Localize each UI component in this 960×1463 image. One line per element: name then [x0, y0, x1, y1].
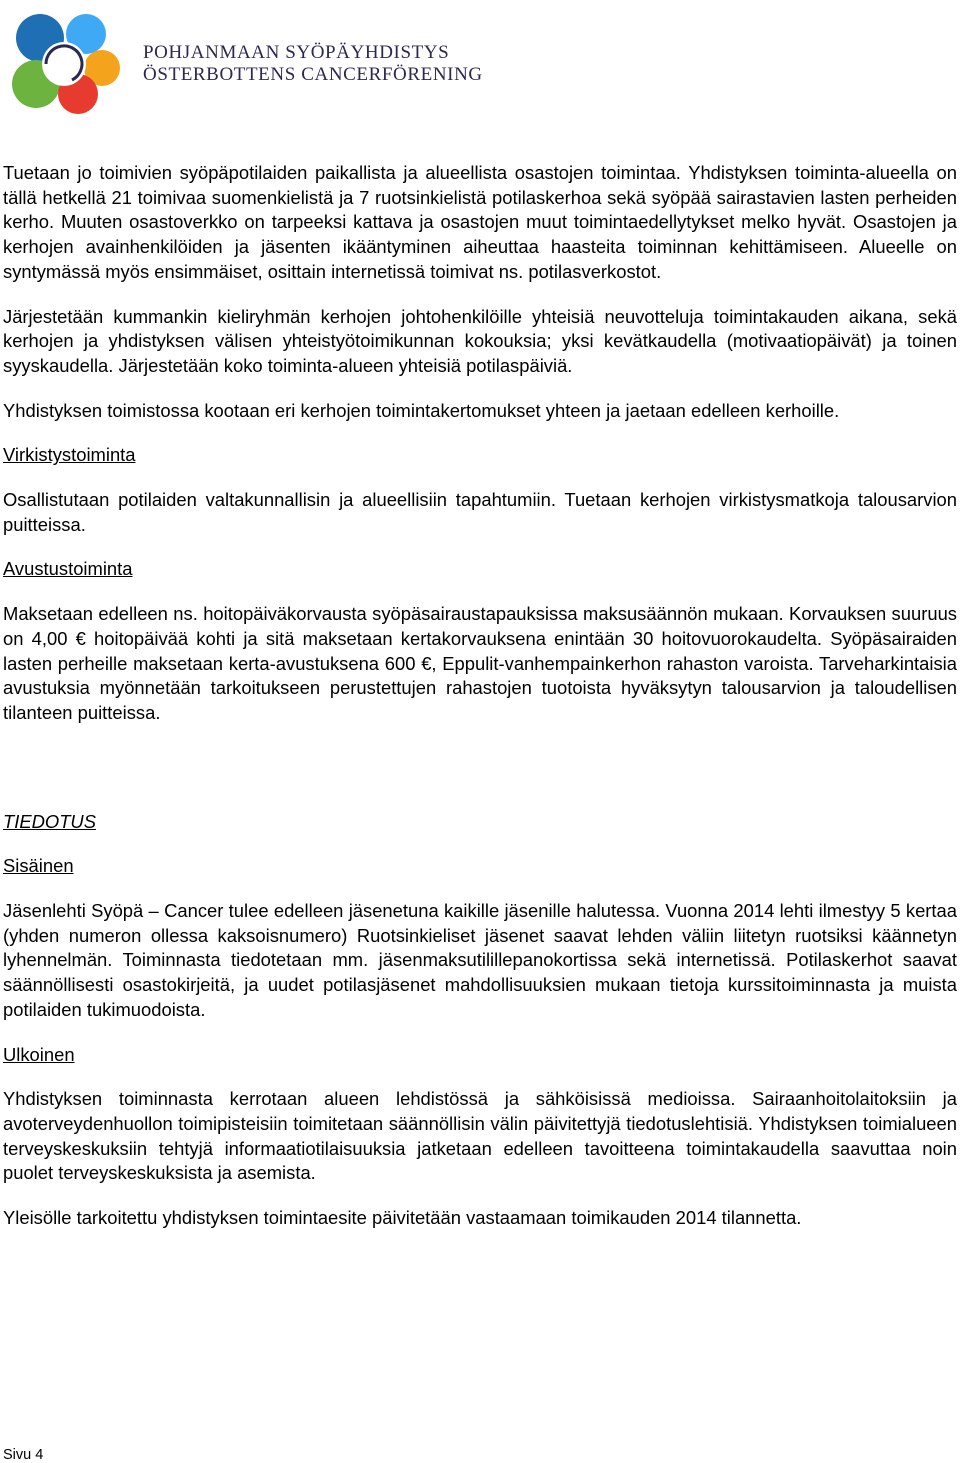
heading-virkistystoiminta: Virkistystoiminta — [3, 444, 136, 466]
organization-name — [143, 42, 483, 86]
heading-sisainen: Sisäinen — [3, 855, 74, 877]
paragraph-sisainen: Jäsenlehti Syöpä – Cancer tulee edelleen jäsenetuna kaikille jäsenille halutessa. Vuonna 2014 lehti ilmestyy 5 kertaa (yhden numeron ollessa kaksoisnumero) Ruotsinkieliset jäsenet saavat lehden väliin liitetyn ruotsiksi käännetyn lyhennelmän. Toiminnasta tiedotetaan mm. jäsenmaksutilillepanokortissa sekä internetissä. Potilaskerhot saavat säännöllisesti osastokirjeitä, ja uudet potilasjäsenet mahdollisuuksien mukaan tietoja kurssitoiminnasta ja muista potilaiden tukimuodoista. — [3, 900, 957, 1020]
paragraph-neuvottelut: Järjestetään kummankin kieliryhmän kerhojen johtohenkilöille yhteisiä neuvotteluja toimintakauden aikana, sekä kerhojen ja yhdistyksen välisen yhteistyötoimikunnan kokouksia; yksi kevätkaudella (motivaatiopäivät) ja toinen syyskaudella. Järjestetään koko toiminta-alueen yhteisiä potilaspäiviä. — [3, 305, 957, 376]
organization-name-fi: POHJANMAAN SYÖPÄYHDISTYS — [143, 42, 450, 63]
organization-name-sv: ÖSTERBOTTENS CANCERFÖRENING — [143, 64, 483, 85]
paragraph-avustustoiminta: Maksetaan edelleen ns. hoitopäiväkorvausta syöpäsairaustapauksissa maksusäännön mukaan. Korvauksen suuruus on 4,00 € hoitopäivää kohti ja sitä maksetaan kertakorvauksena enintään 30 hoitovuorokaudelta. Syöpäsairaiden lasten perheille maksetaan kerta-avustuksena 600 €, Eppulit-vanhempainkerhon rahaston varoista. Tarveharkintaisia avustuksia myönnetään tarkoitukseen perustettujen rahastojen tuotoista hyväksytyn talousarvion ja taloudellisen tilanteen puitteissa. — [3, 603, 957, 723]
document-body — [3, 161, 957, 1251]
paragraph-osastot: Tuetaan jo toimivien syöpäpotilaiden paikallista ja alueellista osastojen toimintaa. Yhdistyksen toiminta-alueella on tällä hetkellä 21 toimivaa suomenkielistä ja 7 ruotsinkielistä potilaskerhoa sekä syöpää sairastavien lasten perheiden kerho. Muuten osastoverkko on tarpeeksi kattava ja osastojen muut toimintaedellytykset melko hyvät. Osastojen ja kerhojen avainhenkilöiden ja jäsenten ikääntyminen aiheuttaa haasteita toiminnan kehittämiseen. Alueelle on syntymässä myös ensimmäiset, osittain internetissä toimivat ns. potilasverkostot. — [3, 162, 957, 282]
heading-ulkoinen: Ulkoinen — [3, 1043, 75, 1065]
paragraph-toimintaesite: Yleisölle tarkoitettu yhdistyksen toimintaesite päivitetään vastaamaan toimikauden 2014 tilannetta. — [3, 1207, 802, 1229]
heading-tiedotus: TIEDOTUS — [3, 810, 96, 832]
page-header — [0, 0, 960, 130]
organization-logo — [6, 8, 130, 120]
logo-center — [42, 42, 86, 86]
paragraph-virkistystoiminta: Osallistutaan potilaiden valtakunnallisin ja alueellisiin tapahtumiin. Tuetaan kerhojen virkistysmatkoja talousarvion puitteissa. — [3, 489, 957, 535]
paragraph-ulkoinen: Yhdistyksen toiminnasta kerrotaan alueen lehdistössä ja sähköisissä medioissa. Sairaanhoitolaitoksiin ja avoterveydenhuollon toimipisteisiin toimitetaan säännöllisin välin päivitettyjä tiedotuslehtisiä. Yhdistyksen toimialueen terveyskeskuksiin tehtyjä informaatiotilaisuuksia jatketaan edelleen tavoitteena toimintakaudella saavuttaa noin puolet terveyskeskuksista ja asemista. — [3, 1088, 957, 1184]
heading-avustustoiminta: Avustustoiminta — [3, 558, 133, 580]
page-number: Sivu 4 — [3, 1447, 44, 1463]
paragraph-toimintakertomukset: Yhdistyksen toimistossa kootaan eri kerhojen toimintakertomukset yhteen ja jaetaan edelleen kerhoille. — [3, 399, 840, 421]
section-spacer — [3, 746, 957, 810]
